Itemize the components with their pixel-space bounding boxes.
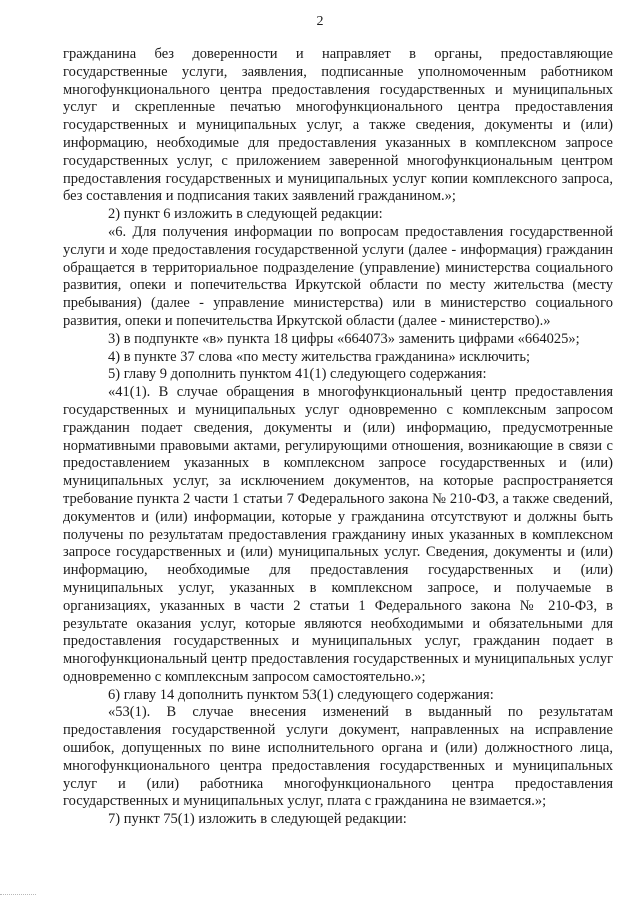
paragraph: «53(1). В случае внесения изменений в выданный по результатам предоставления государственной услуги документ, направленных на исправление ошибок, допущенных по вине исполнительного органа и (или) должностного лица, многофункционального центра предоставления государственных и муниципальных услуг и (или) работника многофункционального центра предоставления государственных и муниципальных услуг, плата с гражданина не взимается.»;: [63, 704, 613, 810]
scan-edge-divider: [0, 894, 36, 895]
paragraph: 5) главу 9 дополнить пунктом 41(1) следующего содержания:: [108, 366, 487, 383]
paragraph: 3) в подпункте «в» пункта 18 цифры «664073» заменить цифрами «664025»;: [108, 330, 580, 347]
paragraph: 4) в пункте 37 слова «по месту жительства гражданина» исключить;: [108, 348, 531, 365]
paragraph: 6) главу 14 дополнить пунктом 53(1) следующего содержания:: [108, 686, 494, 703]
paragraph: «6. Для получения информации по вопросам предоставления государственной услуги и ходе предоставления государственной услуги (далее - информация) гражданин обращается в территориальное подразделение (управление) министерства социального развития, опеки и попечительства Иркутской области по месту жительства (месту пребывания) (далее - управление министерства) или в министерство социального развития, опеки и попечительства Иркутской области (далее - министерство).»: [63, 223, 613, 329]
document-body: [63, 46, 613, 829]
paragraph: 7) пункт 75(1) изложить в следующей редакции:: [108, 811, 407, 828]
paragraph: 2) пункт 6 изложить в следующей редакции:: [108, 206, 383, 223]
paragraph: «41(1). В случае обращения в многофункциональный центр предоставления государственных и муниципальных услуг одновременно с комплексным запросом гражданин подает сведения, документы и (или) информацию, предусмотренные нормативными правовыми актами, регулирующими отношения, возникающие в связи с предоставлением указанных в комплексном запросе государственных и (или) муниципальных услуг, за исключением документов, на которые распространяется требование пункта 2 части 1 статьи 7 Федерального закона № 210-ФЗ, а также сведений, документов и (или) информации, которые у гражданина отсутствуют и должны быть получены по результатам предоставления гражданину иных указанных в комплексном запросе государственных и (или) муниципальных услуг. Сведения, документы и (или) информацию, необходимые для предоставления государственных и (или) муниципальных услуг, указанных в комплексном запросе, и получаемые в организациях, указанных в части 2 статьи 1 Федерального закона № 210-ФЗ, в результате оказания услуг, которые являются необходимыми и обязательными для предоставления государственных и муниципальных услуг, гражданин подает в многофункциональный центр предоставления государственных и муниципальных услуг одновременно с комплексным запросом самостоятельно.»;: [63, 384, 613, 685]
page-number: 2: [316, 14, 324, 29]
paragraph: гражданина без доверенности и направляет в органы, предоставляющие государственные услуги, заявления, подписанные уполномоченным работником многофункционального центра предоставления государственных и муниципальных услуг и скрепленные печатью многофункционального центра предоставления государственных и муниципальных услуг, а также сведения, документы и (или) информацию, необходимые для предоставления указанных в комплексном запросе государственных услуг, с приложением заверенной многофункциональным центром предоставления государственных и муниципальных услуг копии комплексного запроса, без составления и подписания таких заявлений гражданином.»;: [63, 46, 613, 205]
